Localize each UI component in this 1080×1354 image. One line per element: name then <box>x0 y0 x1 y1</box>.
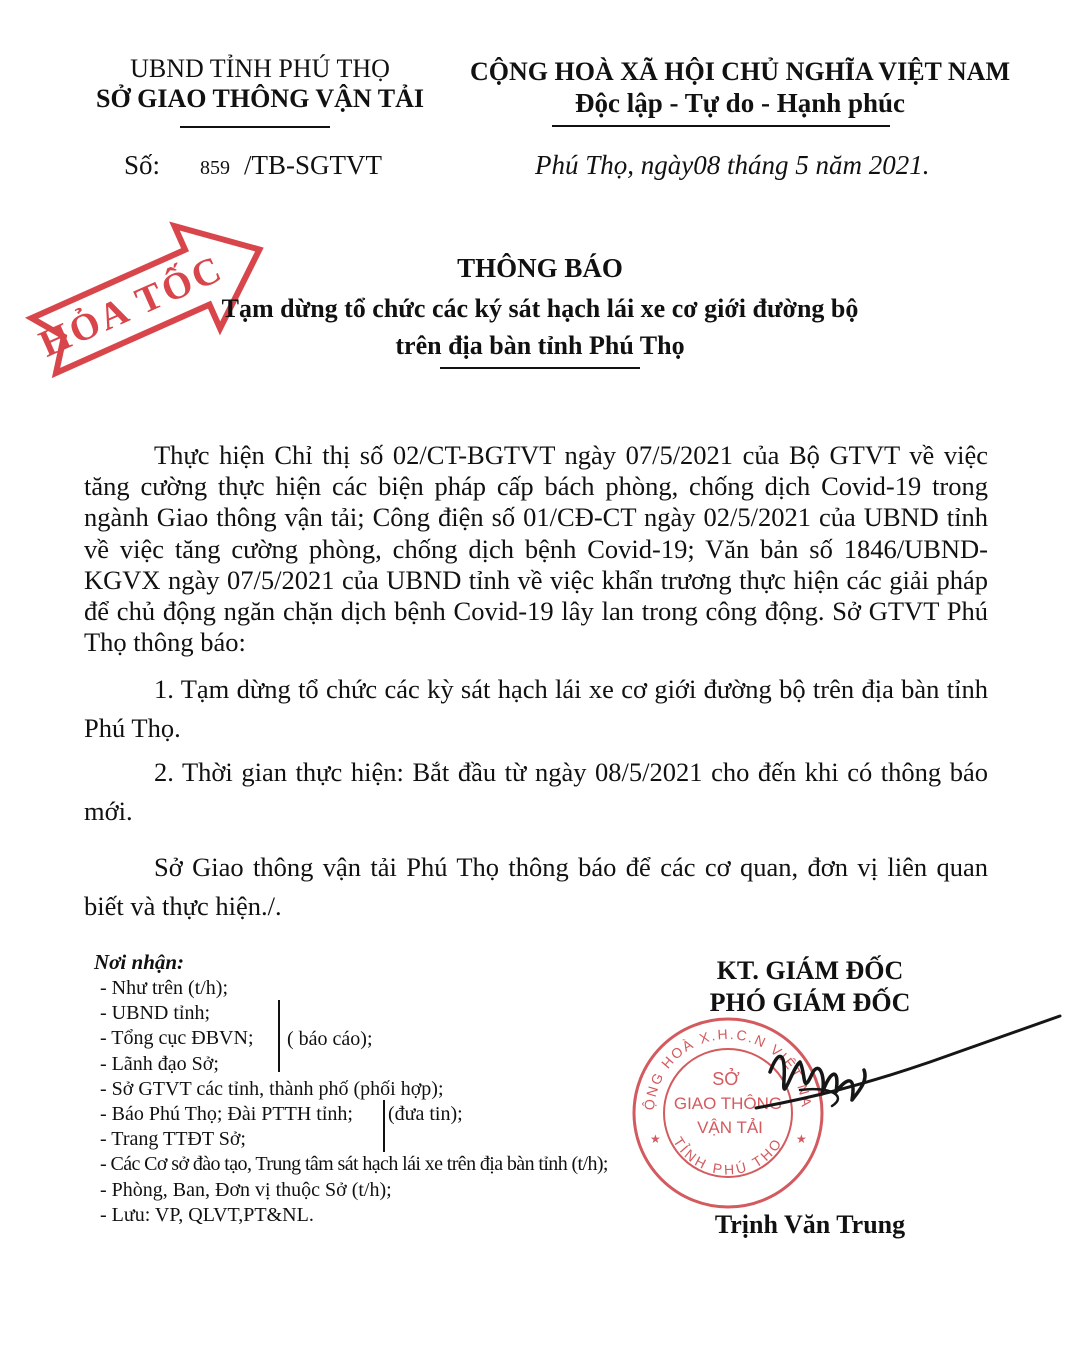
signer-name: Trịnh Văn Trung <box>714 1210 906 1239</box>
seal-bottom-text: TỈNH PHÚ THỌ <box>670 1133 786 1178</box>
motto-underline <box>552 125 890 127</box>
agency-underline <box>180 126 330 128</box>
recipient-item: - Phòng, Ban, Đơn vị thuộc Sở (t/h); <box>100 1178 392 1201</box>
title-underline <box>440 367 640 369</box>
body-intro: Thực hiện Chỉ thị số 02/CT-BGTVT ngày 07/5/2021 của Bộ GTVT về việc tăng cường thực hiện các biện pháp cấp bách phòng, chống dịch Covid-19 trong ngành Giao thông vận tải; Công điện số 01/CĐ-CT ngày 02/5/2021 của UBND tỉnh về việc tăng cường phòng, chống dịch bệnh Covid-19; Văn bản số 1846/UBND-KGVX ngày 07/5/2021 của UBND tỉnh về việc khẩn trương thực hiện các giải pháp để chủ động ngăn chặn dịch bệnh Covid-19 lây lan trong công động. Sở GTVT Phú Thọ thông báo: <box>84 440 988 658</box>
handwritten-signature <box>740 1010 1070 1150</box>
signature-line-1: KT. GIÁM ĐỐC <box>716 956 904 985</box>
signature-line-2: PHÓ GIÁM ĐỐC <box>709 988 911 1017</box>
recipient-item: - Lưu: VP, QLVT,PT&NL. <box>100 1203 314 1226</box>
recipient-item: - UBND tỉnh; <box>100 1002 210 1025</box>
seal-line-1: SỞ <box>712 1069 740 1089</box>
doc-title: THÔNG BÁO <box>457 253 623 283</box>
report-bracket <box>278 1000 280 1072</box>
urgent-stamp-text: HỎA TỐC <box>33 247 230 366</box>
recipient-item: - Trang TTĐT Sở; <box>100 1128 246 1151</box>
recipient-item: - Báo Phú Thọ; Đài PTTH tỉnh; <box>100 1103 353 1126</box>
doc-number-value: 859 <box>200 157 231 179</box>
dateline: Phú Thọ, ngày08 tháng 5 năm 2021. <box>535 150 930 180</box>
nation-block <box>440 57 1040 119</box>
body-item-1: 1. Tạm dừng tổ chức các kỳ sát hạch lái xe cơ giới đường bộ trên địa bàn tỉnh Phú Thọ. <box>84 674 988 743</box>
agency-block <box>60 54 460 114</box>
body-item-2: 2. Thời gian thực hiện: Bắt đầu từ ngày 08/5/2021 cho đến khi có thông báo mới. <box>84 757 988 826</box>
recipient-item: - Sở GTVT các tỉnh, thành phố (phối hợp); <box>100 1077 444 1100</box>
nation-name: CỘNG HOÀ XÃ HỘI CHỦ NGHĨA VIỆT NAM <box>469 57 1011 86</box>
body-closing: Sở Giao thông vận tải Phú Thọ thông báo để các cơ quan, đơn vị liên quan biết và thực hiện./. <box>84 852 988 921</box>
agency-parent: UBND TỈNH PHÚ THỌ <box>130 54 390 83</box>
doc-number-label: Số: <box>124 150 161 180</box>
annot-news: (đưa tin); <box>388 1103 463 1125</box>
seal-star-icon: ★ <box>796 1132 807 1146</box>
news-bracket <box>383 1100 385 1152</box>
recipients-list <box>100 976 608 1228</box>
agency-name: SỞ GIAO THÔNG VẬN TẢI <box>96 84 424 113</box>
seal-line-2: GIAO THÔNG <box>673 1094 783 1113</box>
doc-number <box>124 150 382 181</box>
annot-report: ( báo cáo); <box>287 1028 373 1050</box>
recipient-item: - Tổng cục ĐBVN; <box>100 1027 254 1050</box>
recipients-title: Nơi nhận: <box>94 950 185 974</box>
seal-star-icon: ★ <box>650 1132 661 1146</box>
recipient-item: - Như trên (t/h); <box>100 977 229 999</box>
seal-line-3: VẬN TẢI <box>697 1118 763 1137</box>
doc-number-suffix: /TB-SGTVT <box>244 150 383 180</box>
recipient-item: - Các Cơ sở đào tạo, Trung tâm sát hạch lái xe trên địa bàn tỉnh (t/h); <box>100 1153 608 1176</box>
doc-subtitle-2: trên địa bàn tỉnh Phú Thọ <box>395 331 685 360</box>
seal-ring-text: ỘNG HOÀ X.H.C.N VIỆT NA <box>640 1025 816 1111</box>
doc-subtitle-1: Tạm dừng tổ chức các ký sát hạch lái xe cơ giới đường bộ <box>221 294 859 323</box>
recipient-item: - Lãnh đạo Sở; <box>100 1052 219 1075</box>
motto: Độc lập - Tự do - Hạnh phúc <box>574 88 906 118</box>
